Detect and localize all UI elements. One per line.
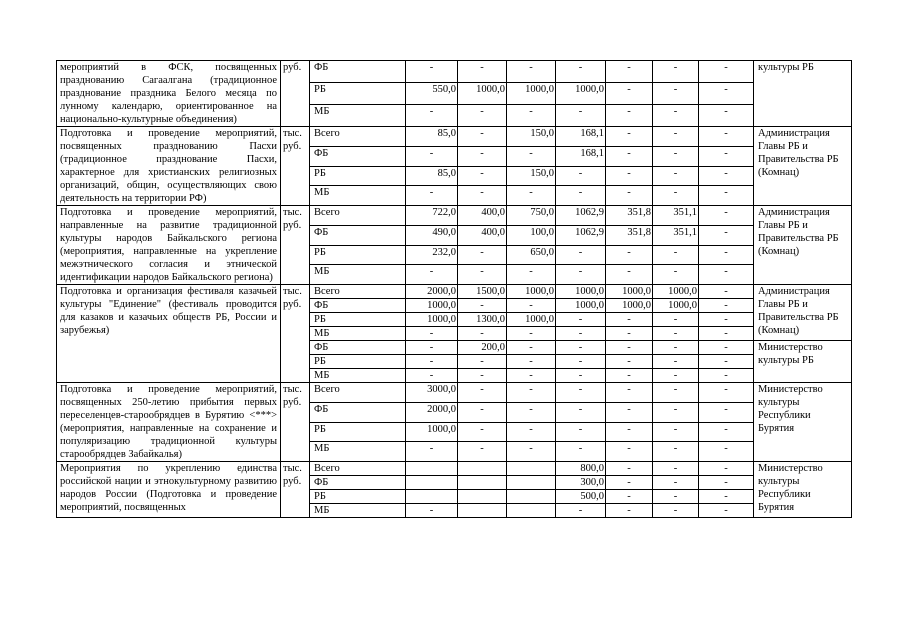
amount-cell: - [458, 422, 507, 442]
amount-cell: - [556, 442, 606, 462]
amount-cell: - [653, 341, 699, 355]
amount-cell: 1000,0 [606, 299, 653, 313]
amount-cell: - [606, 186, 653, 206]
amount-cell: - [606, 245, 653, 265]
amount-cell: - [653, 166, 699, 186]
funding-source-cell: МБ [310, 265, 406, 285]
amount-cell: - [699, 299, 754, 313]
amount-cell: 490,0 [406, 225, 458, 245]
amount-cell [406, 490, 458, 504]
amount-cell: - [606, 442, 653, 462]
executor-cell: культуры РБ [754, 61, 852, 127]
amount-cell: 2000,0 [406, 285, 458, 299]
amount-cell: 1000,0 [653, 299, 699, 313]
amount-cell: 1500,0 [458, 285, 507, 299]
amount-cell: 1000,0 [556, 299, 606, 313]
amount-cell: 400,0 [458, 225, 507, 245]
amount-cell: 168,1 [556, 146, 606, 166]
unit-cell: тыс. руб. [281, 206, 310, 285]
amount-cell: 1000,0 [606, 285, 653, 299]
amount-cell: 2000,0 [406, 402, 458, 422]
amount-cell [458, 462, 507, 476]
amount-cell: - [606, 355, 653, 369]
amount-cell: - [458, 127, 507, 147]
amount-cell: - [606, 61, 653, 83]
amount-cell: - [699, 245, 754, 265]
unit-cell: тыс. руб. [281, 127, 310, 206]
amount-cell: - [699, 490, 754, 504]
funding-source-cell: Всего [310, 127, 406, 147]
amount-cell: - [406, 369, 458, 383]
amount-cell: - [606, 504, 653, 518]
amount-cell: - [653, 504, 699, 518]
amount-cell: - [653, 61, 699, 83]
table-row [57, 383, 852, 403]
amount-cell: 1062,9 [556, 206, 606, 226]
amount-cell: - [507, 355, 556, 369]
amount-cell: - [699, 422, 754, 442]
amount-cell: 1000,0 [653, 285, 699, 299]
amount-cell: 1000,0 [406, 422, 458, 442]
amount-cell [406, 476, 458, 490]
amount-cell: - [406, 442, 458, 462]
amount-cell: - [458, 186, 507, 206]
amount-cell: 3000,0 [406, 383, 458, 403]
activity-name-cell: Подготовка и проведение мероприятий, посвященных 250-летию прибытия первых переселенцев-старообрядцев в Бурятию <***> (мероприятия, направленные на сохранение и популяризацию традиционной культуры старообрядцев Забайкалья) [57, 383, 281, 462]
amount-cell: - [507, 327, 556, 341]
amount-cell: - [556, 355, 606, 369]
amount-cell: - [653, 369, 699, 383]
amount-cell: - [507, 186, 556, 206]
amount-cell: - [458, 245, 507, 265]
amount-cell: - [458, 402, 507, 422]
amount-cell: - [606, 476, 653, 490]
amount-cell: - [606, 83, 653, 105]
amount-cell: - [699, 265, 754, 285]
amount-cell: - [653, 127, 699, 147]
amount-cell: 150,0 [507, 166, 556, 186]
amount-cell: - [458, 442, 507, 462]
amount-cell: - [653, 383, 699, 403]
funding-source-cell: МБ [310, 105, 406, 127]
amount-cell: - [556, 105, 606, 127]
amount-cell: - [507, 341, 556, 355]
amount-cell: - [458, 369, 507, 383]
amount-cell: - [507, 442, 556, 462]
amount-cell: - [458, 146, 507, 166]
amount-cell [458, 490, 507, 504]
amount-cell: 351,1 [653, 225, 699, 245]
amount-cell: 500,0 [556, 490, 606, 504]
amount-cell: - [699, 402, 754, 422]
amount-cell: 351,8 [606, 225, 653, 245]
funding-source-cell: ФБ [310, 402, 406, 422]
amount-cell: - [458, 105, 507, 127]
executor-cell: Министерство культуры РБ [754, 341, 852, 383]
amount-cell: - [653, 186, 699, 206]
amount-cell: - [556, 422, 606, 442]
amount-cell: - [507, 402, 556, 422]
amount-cell: 550,0 [406, 83, 458, 105]
amount-cell: - [556, 383, 606, 403]
amount-cell: - [699, 462, 754, 476]
amount-cell: - [606, 341, 653, 355]
amount-cell: - [406, 61, 458, 83]
executor-cell: Администрация Главы РБ и Правительства РБ (Комнац) [754, 127, 852, 206]
funding-source-cell: ФБ [310, 476, 406, 490]
amount-cell: 1000,0 [458, 83, 507, 105]
funding-source-cell: МБ [310, 504, 406, 518]
amount-cell: - [556, 504, 606, 518]
funding-source-cell: МБ [310, 369, 406, 383]
amount-cell: - [653, 265, 699, 285]
amount-cell: - [406, 355, 458, 369]
amount-cell: 1000,0 [406, 313, 458, 327]
activity-name-cell: Подготовка и организация фестиваля казачьей культуры "Единение" (фестиваль проводится для казаков и казачьих обществ РБ, России и зарубежья) [57, 285, 281, 383]
funding-source-cell: ФБ [310, 225, 406, 245]
amount-cell: 1062,9 [556, 225, 606, 245]
amount-cell: - [458, 383, 507, 403]
amount-cell: - [699, 442, 754, 462]
table-row [57, 285, 852, 299]
amount-cell: 85,0 [406, 127, 458, 147]
funding-source-cell: МБ [310, 327, 406, 341]
amount-cell: - [699, 476, 754, 490]
amount-cell: 800,0 [556, 462, 606, 476]
amount-cell: - [556, 186, 606, 206]
unit-cell: тыс. руб. [281, 462, 310, 518]
amount-cell: - [653, 83, 699, 105]
amount-cell: - [556, 402, 606, 422]
amount-cell: - [699, 146, 754, 166]
unit-cell: руб. [281, 61, 310, 127]
amount-cell: - [556, 265, 606, 285]
funding-source-cell: МБ [310, 186, 406, 206]
funding-source-cell: Всего [310, 285, 406, 299]
amount-cell: - [699, 327, 754, 341]
executor-cell: Министерство культуры Республики Бурятия [754, 383, 852, 462]
funding-source-cell: МБ [310, 442, 406, 462]
amount-cell: - [458, 166, 507, 186]
amount-cell: 1000,0 [406, 299, 458, 313]
executor-cell: Министерство культуры Республики Бурятия [754, 462, 852, 518]
funding-source-cell: РБ [310, 313, 406, 327]
funding-source-cell: РБ [310, 245, 406, 265]
amount-cell: - [406, 146, 458, 166]
amount-cell: - [653, 313, 699, 327]
amount-cell: - [406, 341, 458, 355]
funding-source-cell: Всего [310, 462, 406, 476]
amount-cell: 351,1 [653, 206, 699, 226]
amount-cell: - [699, 313, 754, 327]
amount-cell: 200,0 [458, 341, 507, 355]
amount-cell: 400,0 [458, 206, 507, 226]
amount-cell: - [406, 327, 458, 341]
table-row [57, 206, 852, 226]
amount-cell: 85,0 [406, 166, 458, 186]
activity-name-cell: мероприятий в ФСК, посвященных празднованию Сагаалгана (традиционное празднование праздника Белого месяца по лунному календарю, ориентированное на национально-культурные объединения) [57, 61, 281, 127]
funding-source-cell: ФБ [310, 341, 406, 355]
amount-cell: 1000,0 [556, 285, 606, 299]
amount-cell: - [699, 206, 754, 226]
amount-cell: - [699, 355, 754, 369]
table-row [57, 127, 852, 147]
amount-cell: - [458, 61, 507, 83]
activity-name-cell: Подготовка и проведение мероприятий, направленные на развитие традиционной культуры народов Байкальского региона (мероприятия, направленные на укрепление межэтнического согласия и этнической идентификации народов Байкальского региона) [57, 206, 281, 285]
amount-cell: - [699, 285, 754, 299]
amount-cell: - [699, 61, 754, 83]
amount-cell: 168,1 [556, 127, 606, 147]
amount-cell: - [653, 105, 699, 127]
amount-cell: - [653, 422, 699, 442]
amount-cell: - [699, 127, 754, 147]
amount-cell: 351,8 [606, 206, 653, 226]
amount-cell: - [606, 166, 653, 186]
amount-cell: - [556, 369, 606, 383]
amount-cell: - [556, 166, 606, 186]
amount-cell: 1000,0 [556, 83, 606, 105]
amount-cell: - [606, 369, 653, 383]
amount-cell: 722,0 [406, 206, 458, 226]
amount-cell: - [507, 105, 556, 127]
amount-cell: - [699, 504, 754, 518]
funding-source-cell: РБ [310, 490, 406, 504]
amount-cell: 1000,0 [507, 285, 556, 299]
amount-cell: - [606, 490, 653, 504]
table-row [57, 61, 852, 83]
amount-cell [458, 476, 507, 490]
funding-source-cell: Всего [310, 206, 406, 226]
activity-name-cell: Мероприятия по укреплению единства российской нации и этнокультурному развитию народов России (Подготовка и проведение мероприятий, посвященных [57, 462, 281, 518]
amount-cell: - [556, 245, 606, 265]
amount-cell: - [507, 369, 556, 383]
activity-name-cell: Подготовка и проведение мероприятий, посвященных празднованию Пасхи (традиционное празднование Пасхи, характерное для христианских религиозных организаций, общин, осуществляющих свою деятельность на территории РФ) [57, 127, 281, 206]
amount-cell: - [507, 146, 556, 166]
amount-cell: - [458, 299, 507, 313]
amount-cell: - [699, 105, 754, 127]
funding-source-cell: ФБ [310, 299, 406, 313]
amount-cell: - [507, 422, 556, 442]
amount-cell: - [606, 105, 653, 127]
amount-cell: - [507, 61, 556, 83]
executor-cell: Администрация Главы РБ и Правительства РБ (Комнац) [754, 206, 852, 285]
amount-cell: - [606, 422, 653, 442]
amount-cell: - [406, 265, 458, 285]
amount-cell: - [606, 402, 653, 422]
funding-table [56, 60, 852, 518]
amount-cell: - [406, 105, 458, 127]
amount-cell: 1000,0 [507, 313, 556, 327]
amount-cell: - [458, 327, 507, 341]
amount-cell: 1000,0 [507, 83, 556, 105]
amount-cell: - [556, 61, 606, 83]
funding-source-cell: РБ [310, 166, 406, 186]
amount-cell: - [606, 383, 653, 403]
amount-cell: - [406, 186, 458, 206]
amount-cell: - [653, 442, 699, 462]
amount-cell: - [556, 341, 606, 355]
amount-cell: - [556, 327, 606, 341]
amount-cell: 750,0 [507, 206, 556, 226]
funding-source-cell: Всего [310, 383, 406, 403]
funding-source-cell: ФБ [310, 61, 406, 83]
amount-cell [507, 462, 556, 476]
executor-cell: Администрация Главы РБ и Правительства РБ (Комнац) [754, 285, 852, 341]
amount-cell: 300,0 [556, 476, 606, 490]
amount-cell: - [606, 327, 653, 341]
amount-cell: - [458, 265, 507, 285]
table-row [57, 462, 852, 476]
amount-cell: - [653, 462, 699, 476]
amount-cell: - [458, 355, 507, 369]
amount-cell: - [653, 490, 699, 504]
unit-cell: тыс. руб. [281, 383, 310, 462]
amount-cell: - [653, 245, 699, 265]
amount-cell: - [653, 146, 699, 166]
amount-cell: - [507, 383, 556, 403]
amount-cell: - [699, 166, 754, 186]
amount-cell: - [606, 146, 653, 166]
amount-cell: - [653, 355, 699, 369]
amount-cell: - [606, 127, 653, 147]
amount-cell: - [699, 83, 754, 105]
amount-cell [507, 504, 556, 518]
amount-cell: - [653, 476, 699, 490]
amount-cell: - [507, 299, 556, 313]
amount-cell: - [699, 186, 754, 206]
amount-cell: - [699, 369, 754, 383]
amount-cell: - [699, 225, 754, 245]
amount-cell: - [653, 402, 699, 422]
amount-cell: - [606, 313, 653, 327]
funding-source-cell: РБ [310, 422, 406, 442]
amount-cell: - [699, 383, 754, 403]
amount-cell [507, 476, 556, 490]
amount-cell [406, 462, 458, 476]
funding-source-cell: РБ [310, 83, 406, 105]
funding-source-cell: РБ [310, 355, 406, 369]
amount-cell: 1300,0 [458, 313, 507, 327]
amount-cell: 100,0 [507, 225, 556, 245]
unit-cell: тыс. руб. [281, 285, 310, 383]
amount-cell: 232,0 [406, 245, 458, 265]
amount-cell: 150,0 [507, 127, 556, 147]
amount-cell [458, 504, 507, 518]
amount-cell: - [653, 327, 699, 341]
amount-cell: - [606, 265, 653, 285]
amount-cell: 650,0 [507, 245, 556, 265]
amount-cell: - [699, 341, 754, 355]
amount-cell: - [556, 313, 606, 327]
amount-cell [507, 490, 556, 504]
amount-cell: - [507, 265, 556, 285]
funding-source-cell: ФБ [310, 146, 406, 166]
amount-cell: - [606, 462, 653, 476]
amount-cell: - [406, 504, 458, 518]
